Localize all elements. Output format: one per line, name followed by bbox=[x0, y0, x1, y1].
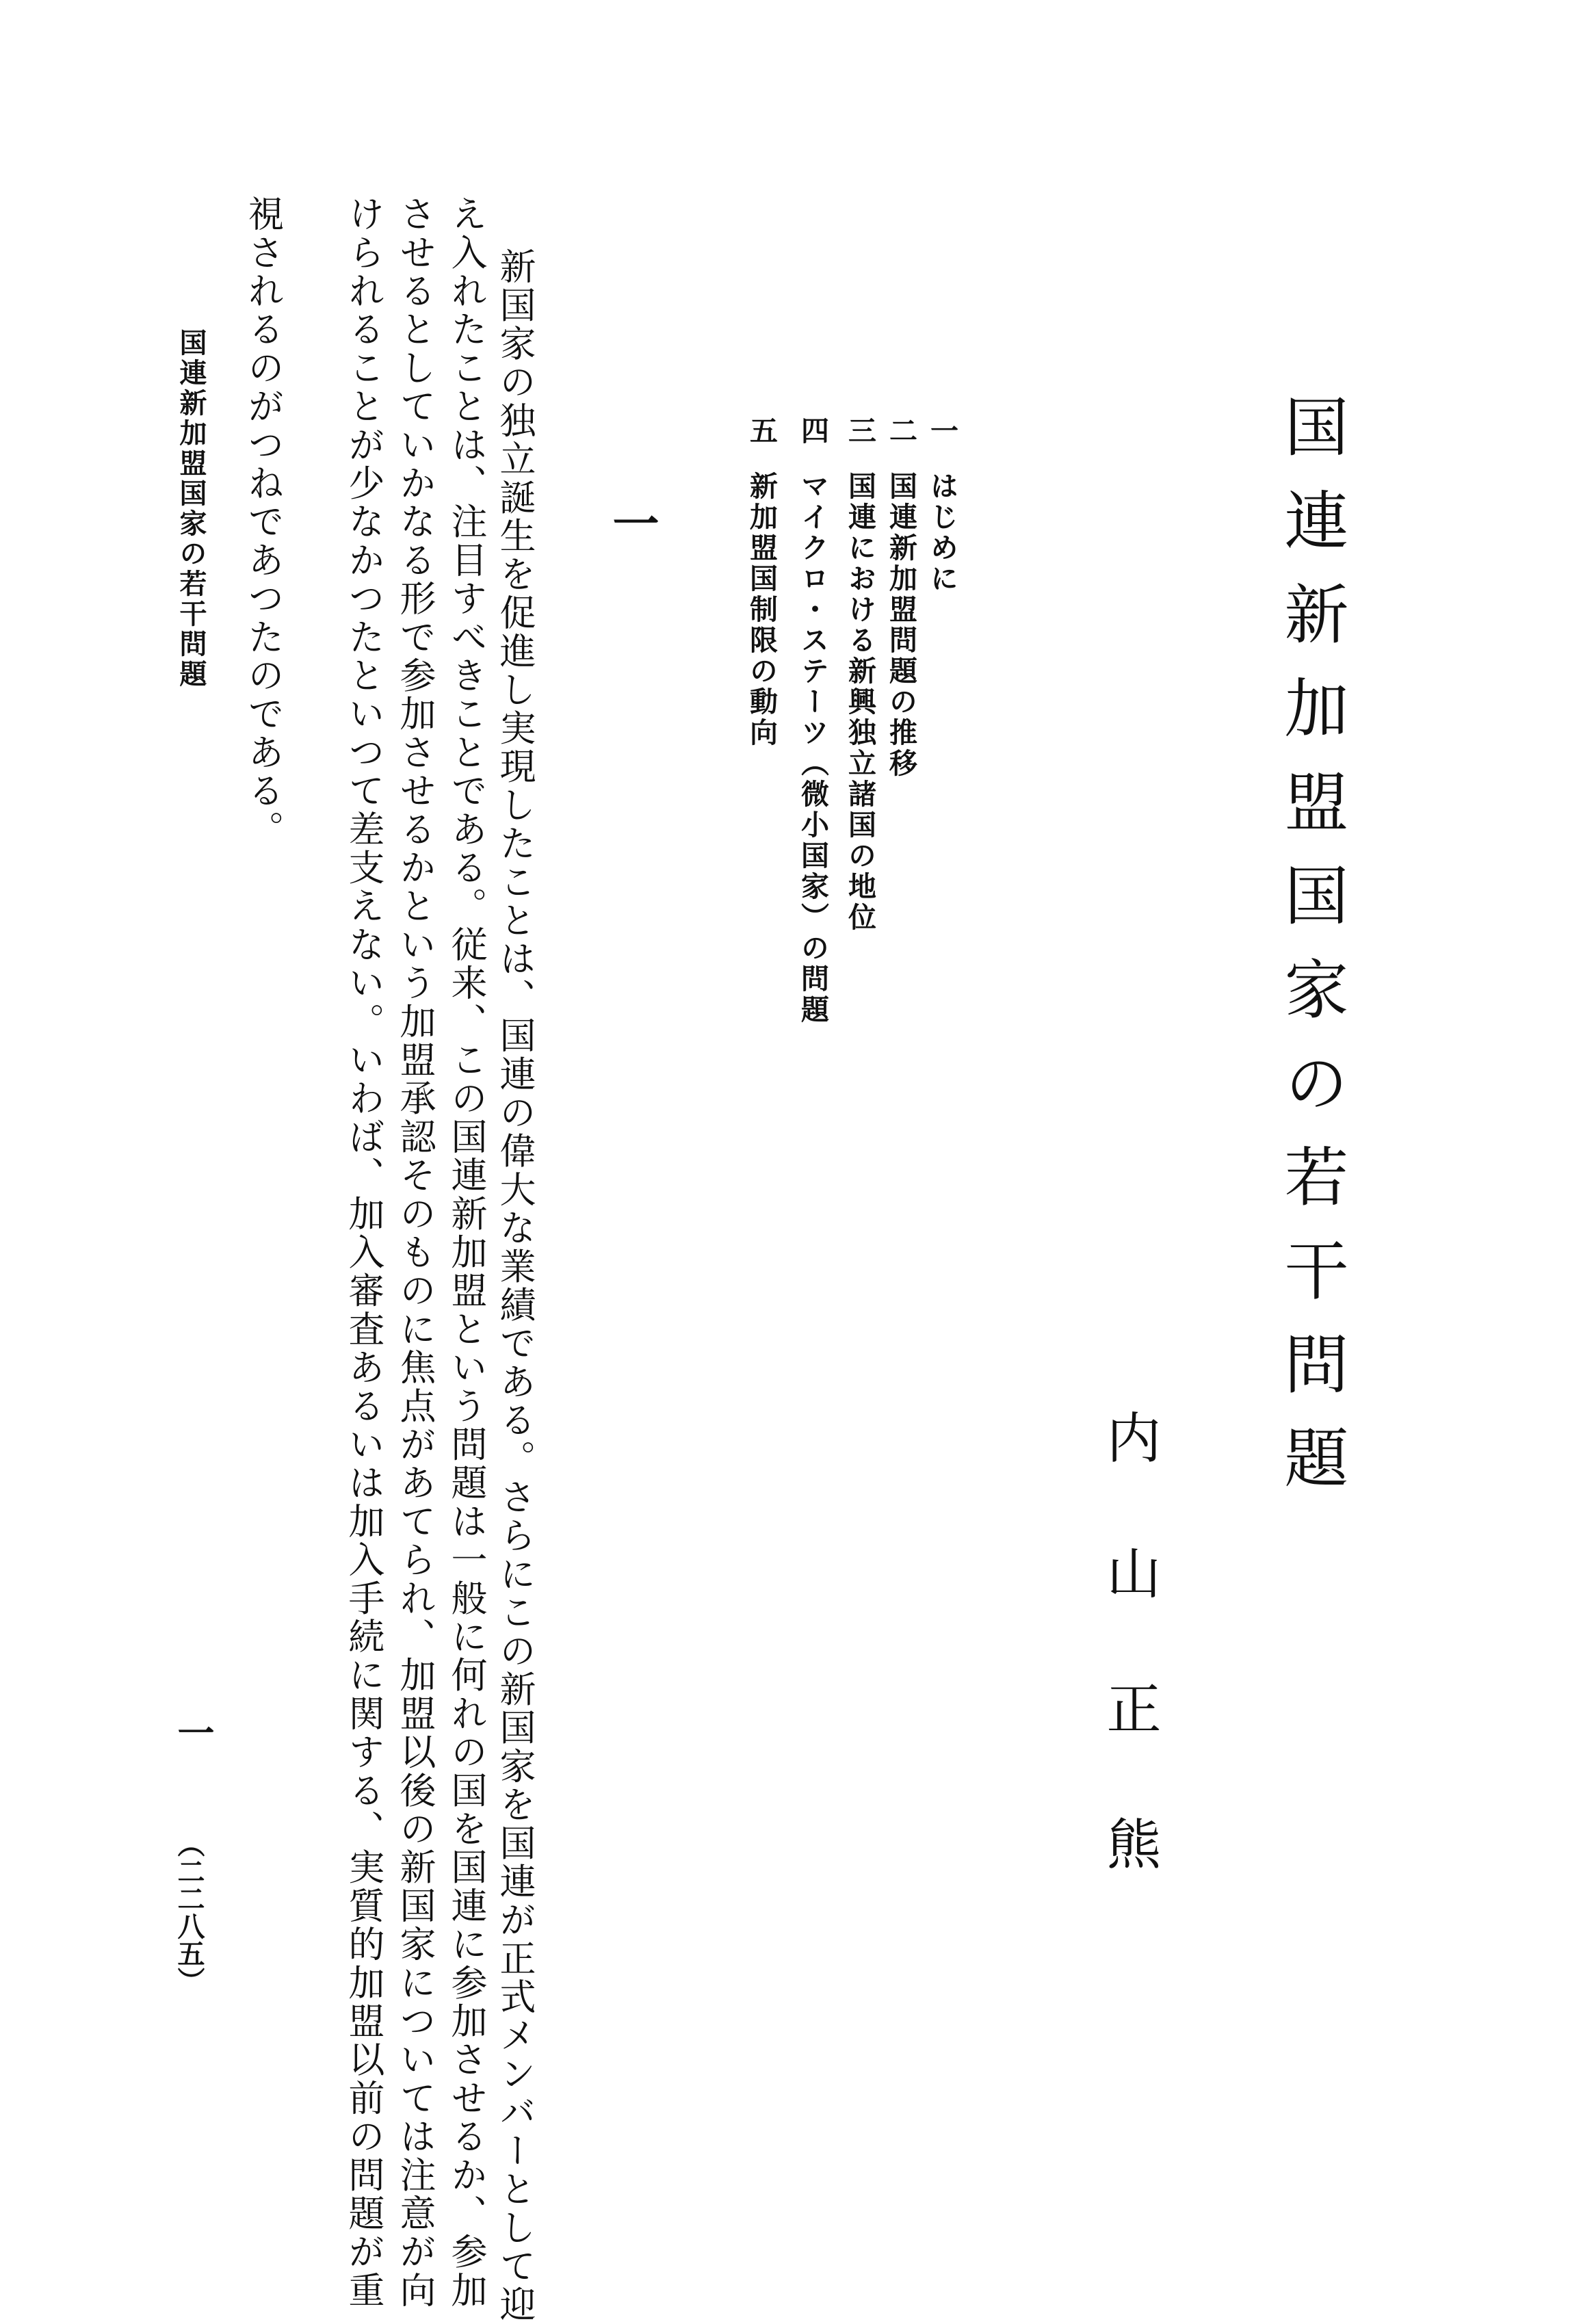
body-text-line: 視されるのがつねであつたのである。 bbox=[242, 195, 284, 849]
toc-item-3 bbox=[846, 416, 874, 933]
page-number: 一 bbox=[172, 1714, 215, 1751]
body-text-line: けられることが少なかつたといつて差支えない。いわば、加入審査あるいは加入手続に関する、実質的加盟以前の問題が重 bbox=[343, 195, 384, 2310]
toc-item-number: 一 bbox=[926, 416, 958, 447]
toc-item-number: 五 bbox=[745, 416, 778, 447]
page-number-cumulative: （二二八五） bbox=[173, 1830, 205, 1994]
body-text-line: 新国家の独立誕生を促進し実現したことは、国連の偉大な業績である。さらにこの新国家を国連が正式メンバーとして迎 bbox=[494, 248, 536, 2324]
body-text-line: え入れたことは、注目すべきことである。従来、この国連新加盟という問題は一般に何れの国を国連に参加させるか、参加 bbox=[445, 195, 487, 2310]
section-number: 一 bbox=[605, 499, 659, 546]
toc-item-1 bbox=[928, 416, 956, 595]
author-name: 内山正熊 bbox=[1097, 1409, 1161, 1951]
toc-item-number: 四 bbox=[796, 416, 829, 447]
body-text-line: させるとしていかなる形で参加させるかという加盟承認そのものに焦点があてられ、加盟以後の新国家については注意が向 bbox=[394, 195, 436, 2310]
toc-item-4 bbox=[796, 416, 829, 1026]
toc-item-text: 国連新加盟問題の推移 bbox=[885, 471, 917, 779]
toc-item-text: 国連における新興独立諸国の地位 bbox=[844, 471, 876, 933]
toc-item-number: 二 bbox=[885, 416, 917, 447]
article-title: 国連新加盟国家の若干問題 bbox=[1273, 393, 1348, 1518]
toc-item-text: マイクロ・ステーツ（微小国家）の問題 bbox=[796, 471, 829, 1026]
toc-item-5 bbox=[745, 416, 778, 748]
running-head: 国連新加盟国家の若干問題 bbox=[175, 328, 207, 690]
toc-item-text: はじめに bbox=[926, 471, 958, 595]
toc-item-text: 新加盟国制限の動向 bbox=[745, 471, 778, 748]
toc-item-2 bbox=[887, 416, 915, 779]
toc-item-number: 三 bbox=[844, 416, 876, 447]
